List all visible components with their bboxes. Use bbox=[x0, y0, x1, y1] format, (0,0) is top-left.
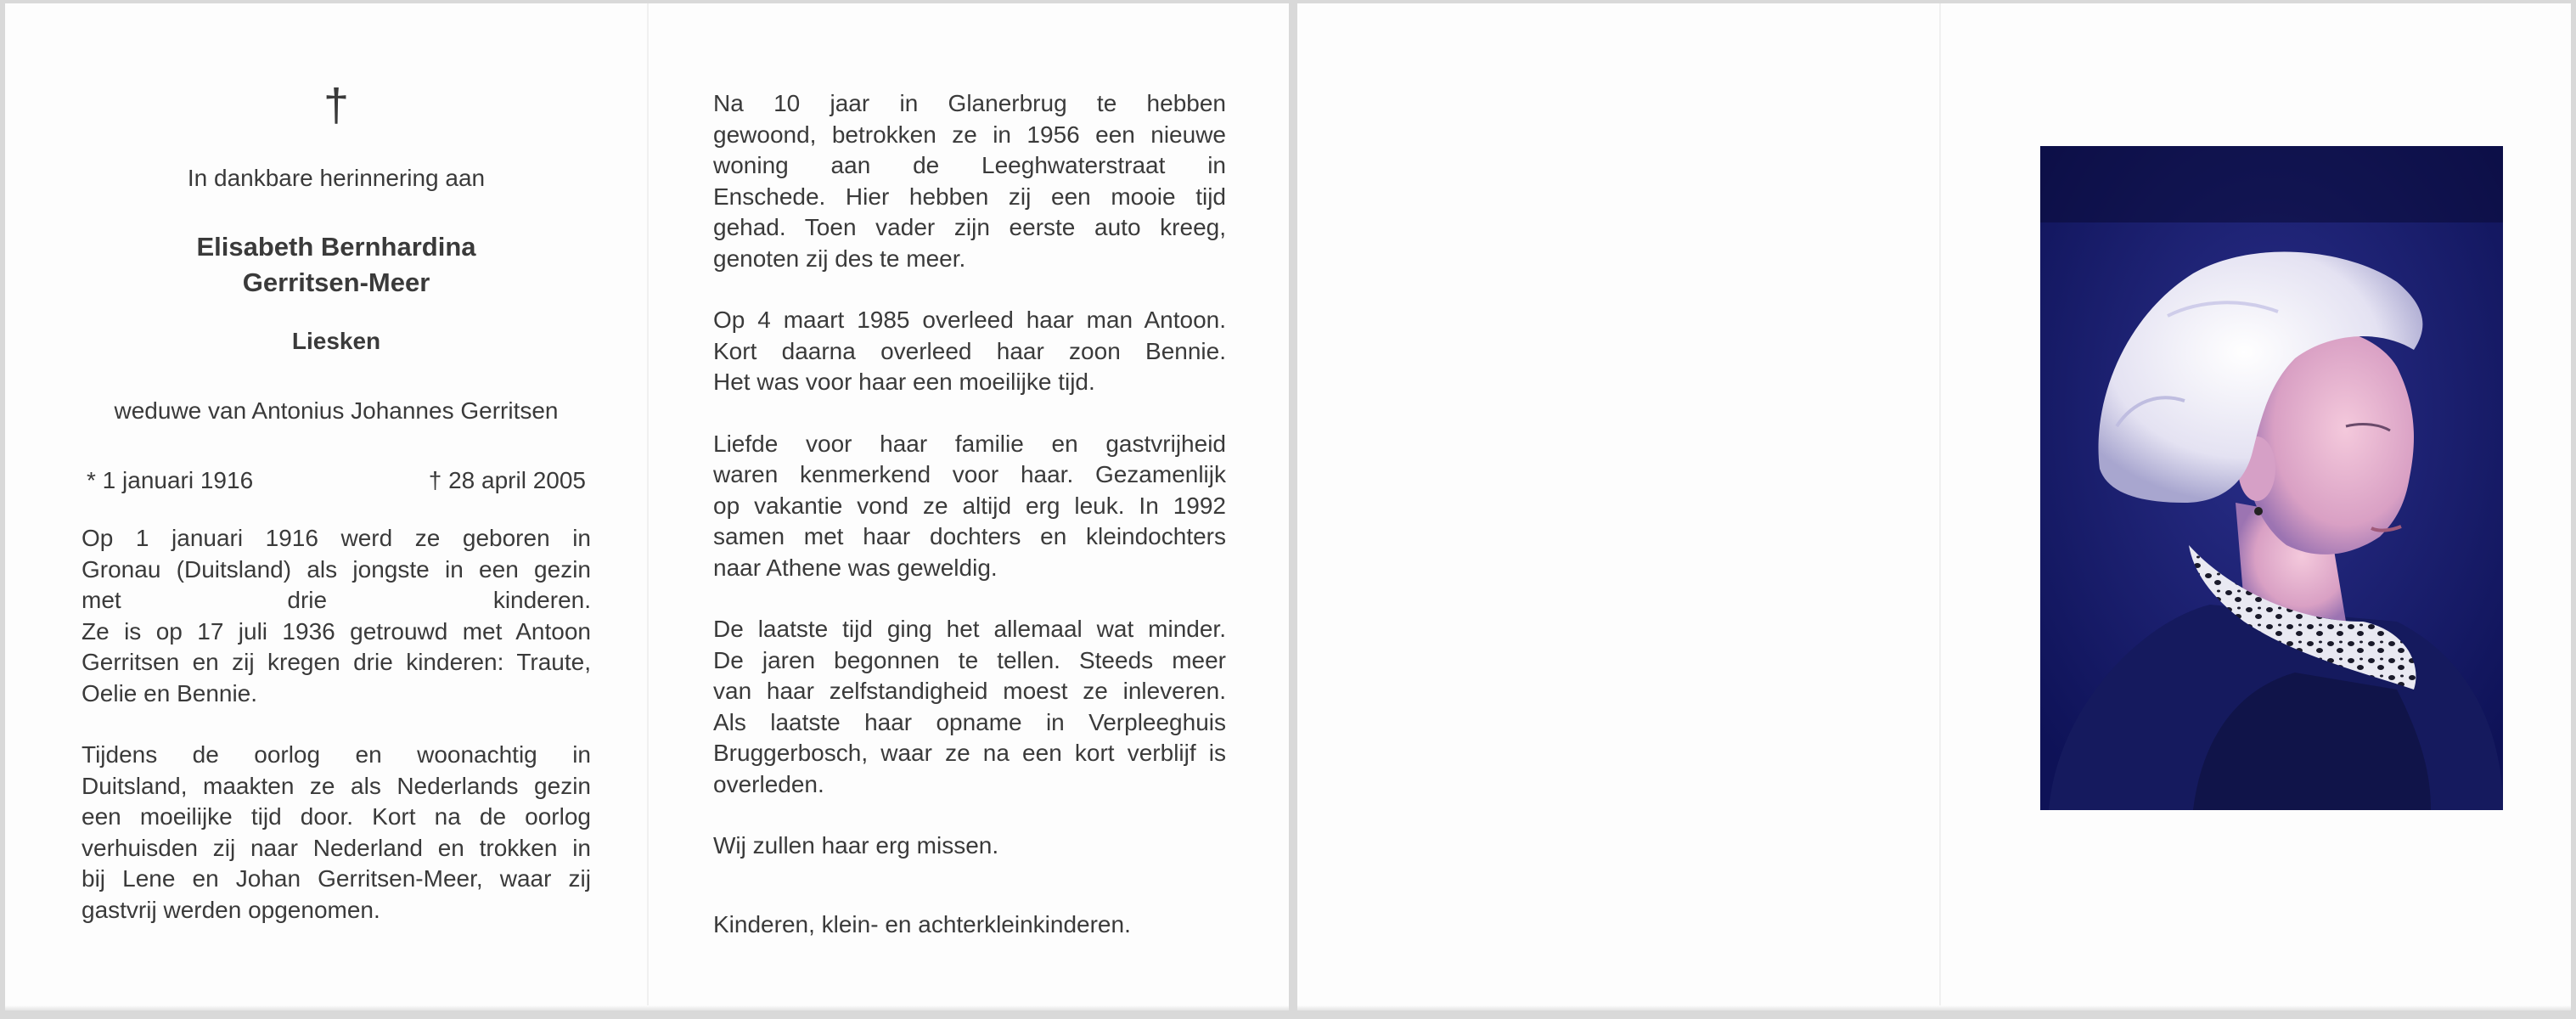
widow-text: weduwe van Antonius Johannes Gerritsen bbox=[114, 397, 559, 424]
text-line: gastvrij werden opgenomen. bbox=[82, 896, 380, 923]
biography-right bbox=[713, 88, 1226, 862]
biography-paragraph bbox=[713, 88, 1226, 274]
text-line: waren kenmerkend voor haar. Gezamenlijk bbox=[713, 461, 1226, 487]
name-line-1: Elisabeth Bernhardina bbox=[196, 232, 476, 262]
text-line: Bruggerbosch, waar ze na een kort verblijf is bbox=[713, 740, 1226, 766]
panel-right-text bbox=[713, 88, 1226, 971]
text-line: op vakantie vond ze altijd erg leuk. In 1992 bbox=[713, 492, 1226, 519]
text-line: Op 4 maart 1985 overleed haar man Antoon. bbox=[713, 307, 1226, 333]
text-line: Oelie en Bennie. bbox=[82, 679, 258, 707]
text-line: gewoond, betrokken ze in 1956 een nieuwe bbox=[713, 121, 1226, 148]
fold-line bbox=[647, 3, 649, 1011]
text-line: De laatste tijd ging het allemaal wat minder. bbox=[713, 616, 1226, 642]
text-line: verhuisden zij naar Nederland en trokken in bbox=[82, 834, 591, 861]
text-line: van haar zelfstandigheid moest ze inleveren. bbox=[713, 678, 1226, 704]
text-line: naar Athene was geweldig. bbox=[713, 554, 998, 581]
text-line: gehad. Toen vader zijn eerste auto kreeg, bbox=[713, 214, 1226, 240]
text-line: overleden. bbox=[713, 770, 824, 797]
biography-paragraph bbox=[82, 740, 591, 926]
biography-paragraph bbox=[713, 614, 1226, 800]
text-line: Wij zullen haar erg missen. bbox=[713, 832, 999, 859]
biography-paragraph bbox=[713, 305, 1226, 398]
sheet-edge bbox=[1297, 1005, 2571, 1011]
text-line: woning aan de Leeghwaterstraat in bbox=[713, 152, 1226, 178]
sheet-edge bbox=[5, 1005, 1289, 1011]
life-dates bbox=[82, 467, 591, 494]
biography-paragraph bbox=[713, 429, 1226, 584]
text-line: Op 1 januari 1916 werd ze geboren in bbox=[82, 525, 591, 551]
cross-symbol: † bbox=[323, 80, 350, 131]
birth-date: * 1 januari 1916 bbox=[87, 467, 254, 493]
text-line: bij Lene en Johan Gerritsen-Meer, waar zij bbox=[82, 865, 591, 892]
fold-line bbox=[1939, 3, 1941, 1011]
closing-text: Kinderen, klein- en achterkleinkinderen. bbox=[713, 910, 1131, 937]
biography-paragraph bbox=[713, 830, 1226, 862]
biography-left bbox=[82, 523, 591, 926]
text-line: met drie kinderen. bbox=[82, 587, 591, 613]
deceased-name bbox=[82, 229, 591, 301]
text-line: Het was voor haar een moeilijke tijd. bbox=[713, 369, 1095, 395]
text-line: genoten zij des te meer. bbox=[713, 245, 966, 272]
text-line: Tijdens de oorlog en woonachtig in bbox=[82, 741, 591, 768]
text-line: samen met haar dochters en kleindochters bbox=[713, 523, 1226, 549]
death-date: † 28 april 2005 bbox=[428, 467, 586, 493]
intro-text: In dankbare herinnering aan bbox=[187, 165, 486, 191]
biography-paragraph bbox=[82, 523, 591, 709]
text-line: Na 10 jaar in Glanerbrug te hebben bbox=[713, 90, 1226, 116]
text-line: Ze is op 17 juli 1936 getrouwd met Antoon bbox=[82, 617, 591, 645]
nickname: Liesken bbox=[291, 328, 381, 354]
text-line: een moeilijke tijd door. Kort na de oorlog bbox=[82, 803, 591, 830]
text-line: Liefde voor haar familie en gastvrijheid bbox=[713, 430, 1226, 457]
text-line: Gronau (Duitsland) als jongste in een gezin bbox=[82, 555, 591, 583]
text-line: Als laatste haar opname in Verpleeghuis bbox=[713, 708, 1226, 735]
card-inner-sheet bbox=[5, 3, 1289, 1011]
portrait-photo bbox=[2040, 146, 2503, 810]
name-line-2: Gerritsen-Meer bbox=[242, 267, 430, 297]
panel-left bbox=[82, 80, 591, 956]
text-line: Gerritsen en zij kregen drie kinderen: Traute, bbox=[82, 649, 591, 675]
text-line: Duitsland, maakten ze als Nederlands gezin bbox=[82, 772, 591, 799]
text-line: Enschede. Hier hebben zij een mooie tijd bbox=[713, 183, 1226, 210]
text-line: De jaren begonnen te tellen. Steeds meer bbox=[713, 646, 1226, 673]
text-line: Kort daarna overleed haar zoon Bennie. bbox=[713, 337, 1226, 364]
